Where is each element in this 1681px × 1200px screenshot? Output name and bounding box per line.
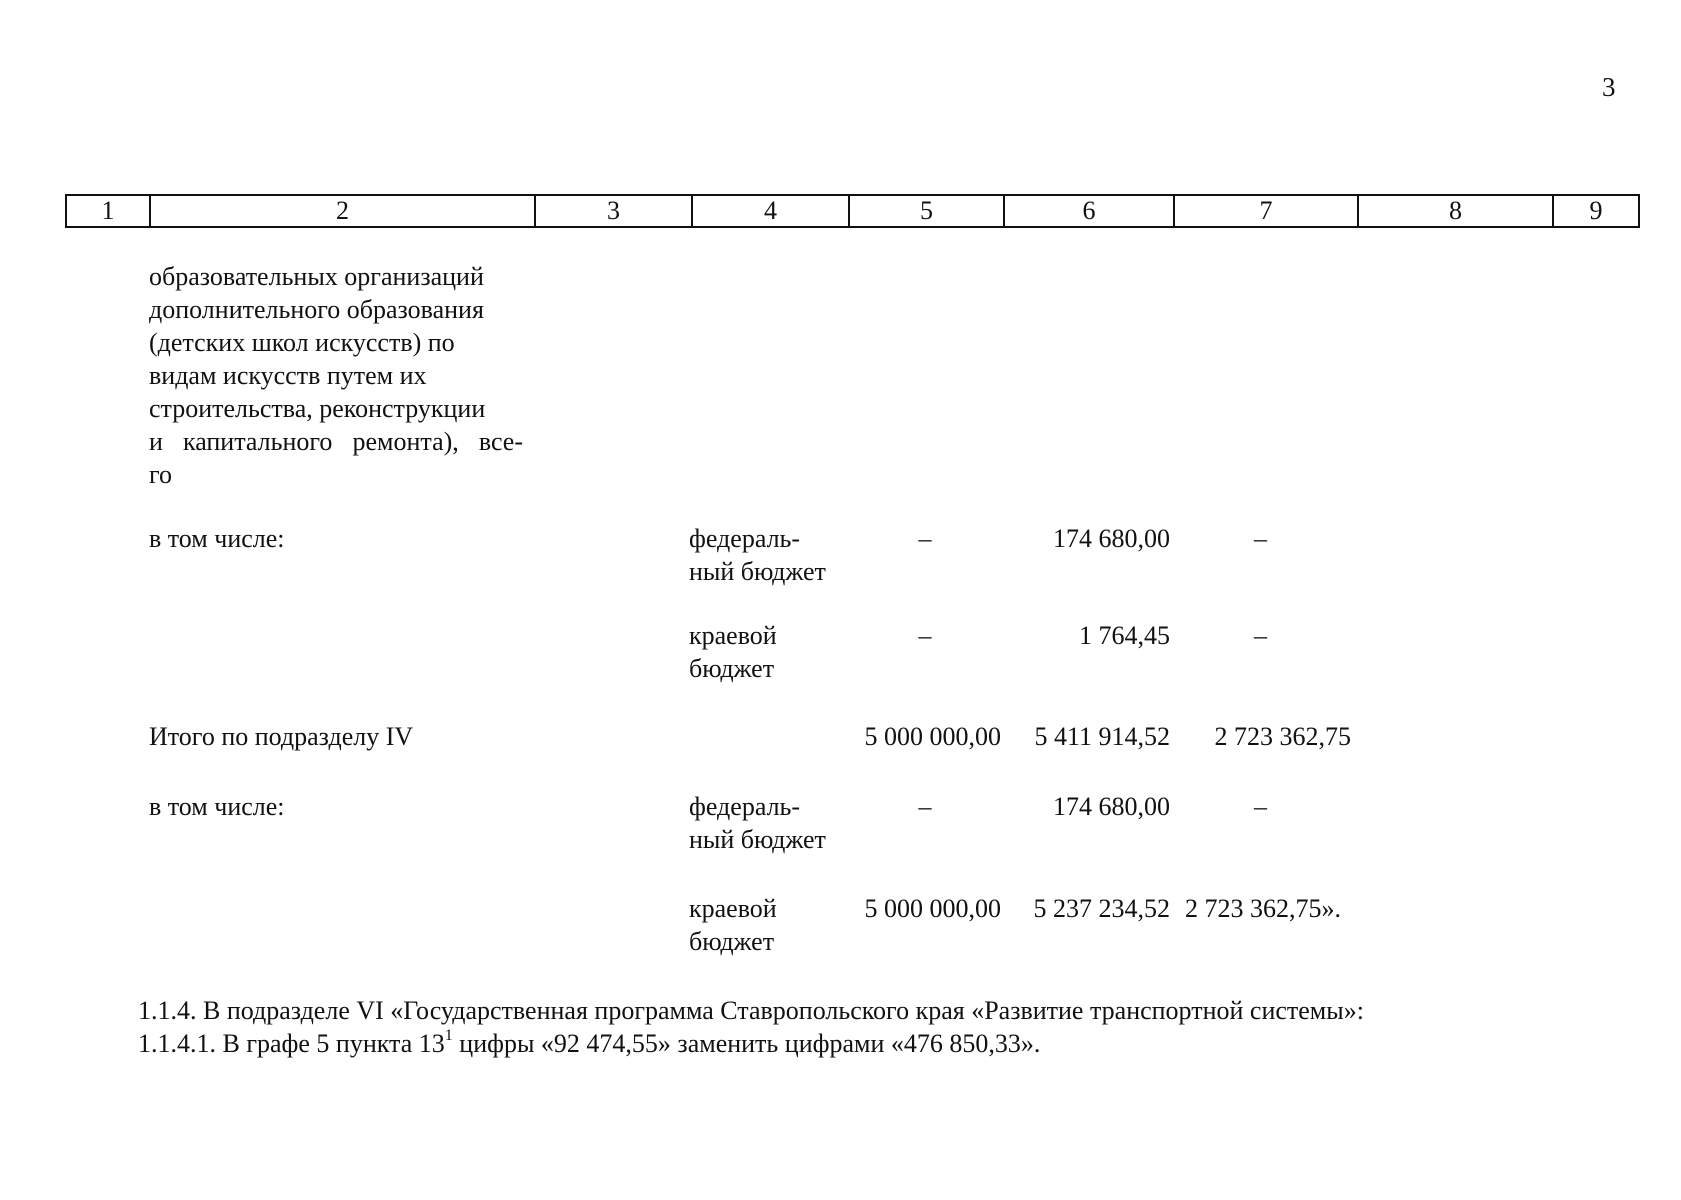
column-number: 3 [535, 195, 692, 227]
value-col5: – [918, 792, 932, 821]
value-col7: 2 723 362,75 [1214, 722, 1351, 751]
value-col7: – [1254, 792, 1267, 821]
value-col6: 174 680,00 [1053, 524, 1170, 553]
description-line: образовательных организаций [149, 262, 484, 291]
column-number: 4 [692, 195, 849, 227]
row-label: Итого по подразделу IV [149, 722, 414, 751]
column-number-header [65, 194, 1640, 228]
amendment-note: 1.1.4. В подразделе VI «Государственная программа Ставропольского края «Развитие транспортной системы»: [138, 996, 1364, 1025]
page-number: 3 [1602, 72, 1616, 102]
description-line: строительства, реконструкции [149, 394, 486, 423]
item-description [149, 260, 523, 491]
row-label: в том числе: [149, 792, 285, 821]
funding-source: краевой [689, 894, 777, 923]
row-label: в том числе: [149, 524, 285, 553]
column-number: 7 [1174, 195, 1358, 227]
amendment-note-part: 1.1.4.1. В графе 5 пункта 13 [138, 1029, 445, 1058]
funding-source: бюджет [689, 654, 775, 683]
funding-source: федераль- [689, 524, 801, 553]
column-number: 1 [66, 195, 150, 227]
value-col5: 5 000 000,00 [864, 722, 1001, 751]
value-col6: 174 680,00 [1053, 792, 1170, 821]
value-col7: 2 723 362,75». [1185, 894, 1341, 923]
value-col6: 5 411 914,52 [1034, 722, 1170, 751]
description-line: го [149, 460, 173, 489]
column-number: 8 [1358, 195, 1553, 227]
funding-source: ный бюджет [689, 825, 826, 854]
description-line: (детских школ искусств) по [149, 328, 455, 357]
value-col5: – [918, 524, 932, 553]
value-col7: – [1254, 524, 1267, 553]
column-number: 5 [849, 195, 1004, 227]
amendment-note-part: цифры «92 474,55» заменить цифрами «476 850,33». [452, 1029, 1041, 1058]
funding-source: бюджет [689, 927, 775, 956]
description-line: видам искусств путем их [149, 361, 427, 390]
value-col6: 1 764,45 [1079, 621, 1170, 650]
column-number: 9 [1553, 195, 1639, 227]
amendment-note [138, 1027, 1040, 1060]
description-line: и капитального ремонта), все- [149, 427, 523, 456]
superscript: 1 [444, 1027, 453, 1045]
funding-source: ный бюджет [689, 557, 826, 586]
column-number: 2 [150, 195, 535, 227]
value-col5: 5 000 000,00 [864, 894, 1001, 923]
column-number: 6 [1004, 195, 1174, 227]
description-line: дополнительного образования [149, 295, 484, 324]
value-col6: 5 237 234,52 [1033, 894, 1170, 923]
value-col5: – [918, 621, 932, 650]
funding-source: федераль- [689, 792, 801, 821]
value-col7: – [1254, 621, 1267, 650]
funding-source: краевой [689, 621, 777, 650]
